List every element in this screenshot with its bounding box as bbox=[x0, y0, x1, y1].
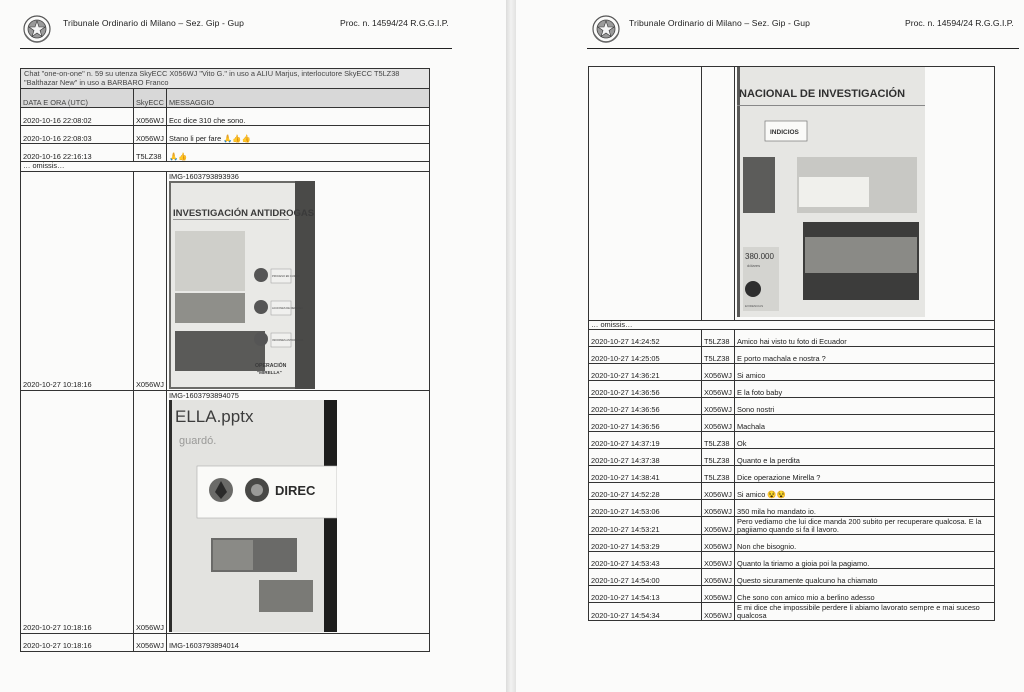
svg-text:PROCESO EN CURSO: PROCESO EN CURSO bbox=[272, 274, 300, 278]
row-message: Quanto e la perdita bbox=[735, 449, 995, 466]
row-sender: T5LZ38 bbox=[702, 449, 735, 466]
row-date: 2020-10-27 14:36:56 bbox=[589, 381, 702, 398]
table-row bbox=[589, 415, 995, 432]
page-right bbox=[516, 0, 1024, 692]
proceeding-number: Proc. n. 14594/24 R.G.G.I.P. bbox=[905, 18, 1014, 28]
row-date: 2020-10-27 14:24:52 bbox=[589, 330, 702, 347]
court-name: Tribunale Ordinario di Milano – Sez. Gip - Gup bbox=[629, 18, 811, 28]
book-gutter bbox=[506, 0, 516, 692]
row-date: 2020-10-27 14:54:13 bbox=[589, 586, 702, 603]
row-sender: T5LZ38 bbox=[702, 432, 735, 449]
table-row bbox=[21, 108, 430, 126]
image-filename: IMG-1603793893936 bbox=[169, 171, 239, 181]
row-sender: X056WJ bbox=[134, 126, 167, 144]
svg-text:"MIRELLA": "MIRELLA" bbox=[257, 369, 282, 375]
table-row bbox=[589, 330, 995, 347]
row-message: Questo sicuramente qualcuno ha chiamato bbox=[735, 569, 995, 586]
page-left bbox=[0, 0, 506, 692]
row-date: 2020-10-16 22:16:13 bbox=[21, 144, 134, 162]
svg-text:dólares: dólares bbox=[747, 263, 761, 268]
row-message: 🙏👍 bbox=[167, 144, 430, 162]
row-sender: X056WJ bbox=[702, 603, 735, 621]
evidence-photo-board bbox=[169, 181, 315, 389]
evidence-photo-board bbox=[737, 67, 925, 317]
row-date: 2020-10-27 14:53:06 bbox=[589, 500, 702, 517]
row-date: 2020-10-27 10:18:16 bbox=[21, 633, 134, 651]
table-row bbox=[589, 569, 995, 586]
row-date: 2020-10-27 14:36:56 bbox=[589, 415, 702, 432]
svg-text:EVIDENCIAS: EVIDENCIAS bbox=[745, 304, 764, 308]
table-row bbox=[589, 500, 995, 517]
row-message: Stano li per fare 🙏👍👍 bbox=[167, 126, 430, 144]
svg-text:DIREC: DIREC bbox=[275, 482, 316, 498]
row-date: 2020-10-27 14:53:29 bbox=[589, 535, 702, 552]
row-sender: X056WJ bbox=[702, 552, 735, 569]
column-header-skyecc: SkyECC bbox=[134, 89, 167, 108]
table-row bbox=[589, 552, 995, 569]
table-row bbox=[21, 144, 430, 162]
row-date: 2020-10-27 10:18:16 bbox=[21, 390, 134, 633]
row-date: 2020-10-27 14:37:19 bbox=[589, 432, 702, 449]
omissis-row: … omissis… bbox=[589, 321, 995, 330]
row-sender: X056WJ bbox=[702, 398, 735, 415]
row-date: 2020-10-27 14:54:00 bbox=[589, 569, 702, 586]
row-date: 2020-10-27 14:37:38 bbox=[589, 449, 702, 466]
table-row bbox=[589, 347, 995, 364]
row-sender: T5LZ38 bbox=[702, 466, 735, 483]
row-date: 2020-10-16 22:08:03 bbox=[21, 126, 134, 144]
svg-text:INDICIOS: INDICIOS bbox=[770, 129, 799, 136]
row-sender: X056WJ bbox=[134, 390, 167, 633]
row-message: Ecc dice 310 che sono. bbox=[167, 108, 430, 126]
republic-emblem-icon bbox=[22, 14, 52, 44]
row-date: 2020-10-27 14:25:05 bbox=[589, 347, 702, 364]
row-date: 2020-10-27 14:53:21 bbox=[589, 517, 702, 535]
row-message: Amico hai visto tu foto di Ecuador bbox=[735, 330, 995, 347]
proceeding-number: Proc. n. 14594/24 R.G.G.I.P. bbox=[340, 18, 449, 28]
chat-caption: Chat "one-on-one" n. 59 su utenza SkyECC X056WJ "Vito G." in uso a ALIU Marjus, interlocutore SkyECC T5LZ38 "Balthazar New" in uso a BARBARO Franco bbox=[21, 69, 430, 89]
evidence-photo-screen bbox=[169, 400, 337, 632]
column-header-message: MESSAGGIO bbox=[167, 89, 430, 108]
row-sender: T5LZ38 bbox=[702, 347, 735, 364]
table-row bbox=[589, 381, 995, 398]
row-sender: X056WJ bbox=[134, 108, 167, 126]
header-rule bbox=[587, 48, 1019, 49]
svg-text:guardó.: guardó. bbox=[179, 434, 217, 447]
table-row bbox=[589, 364, 995, 381]
row-message: E la foto baby bbox=[735, 381, 995, 398]
table-row bbox=[21, 633, 430, 651]
row-message: IMG-1603793894014 bbox=[167, 633, 430, 651]
photo-text-title: INVESTIGACIÓN ANTIDROGAS bbox=[173, 207, 315, 219]
photo-text-title: NACIONAL DE INVESTIGACIÓN bbox=[739, 88, 906, 100]
row-sender: X056WJ bbox=[702, 500, 735, 517]
row-sender: X056WJ bbox=[134, 171, 167, 390]
row-date: 2020-10-27 14:36:21 bbox=[589, 364, 702, 381]
table-row bbox=[589, 432, 995, 449]
row-date: 2020-10-27 14:36:56 bbox=[589, 398, 702, 415]
chat-table bbox=[588, 66, 995, 621]
row-date: 2020-10-27 10:18:16 bbox=[21, 171, 134, 390]
row-message: Ok bbox=[735, 432, 995, 449]
table-row bbox=[21, 390, 430, 633]
row-date: 2020-10-27 14:38:41 bbox=[589, 466, 702, 483]
column-header-date: DATA E ORA (UTC) bbox=[21, 89, 134, 108]
row-date: 2020-10-27 14:54:34 bbox=[589, 603, 702, 621]
table-row bbox=[21, 126, 430, 144]
table-row bbox=[589, 67, 995, 321]
row-sender: X056WJ bbox=[702, 381, 735, 398]
table-row bbox=[589, 398, 995, 415]
image-filename: IMG-1603793894075 bbox=[169, 390, 239, 400]
row-message: E porto machala e nostra ? bbox=[735, 347, 995, 364]
row-message: 350 mila ho mandato io. bbox=[735, 500, 995, 517]
row-message: Si amico bbox=[735, 364, 995, 381]
court-name: Tribunale Ordinario di Milano – Sez. Gip - Gup bbox=[63, 18, 245, 28]
header-rule bbox=[20, 48, 452, 49]
svg-text:OPERACIÓN: OPERACIÓN bbox=[255, 362, 287, 369]
svg-text:ACCIONES DE DEFENSA: ACCIONES DE DEFENSA bbox=[272, 306, 303, 310]
row-message: Sono nostri bbox=[735, 398, 995, 415]
table-row bbox=[589, 483, 995, 500]
row-sender: X056WJ bbox=[702, 586, 735, 603]
row-date: 2020-10-27 14:53:43 bbox=[589, 552, 702, 569]
row-sender: X056WJ bbox=[702, 535, 735, 552]
row-message: E mi dice che impossibile perdere li abiamo lavorato sempre e mai suceso qualcosa bbox=[735, 603, 995, 621]
row-message: Quanto la tiriamo a gioia poi la pagiamo. bbox=[735, 552, 995, 569]
table-row bbox=[21, 171, 430, 390]
row-sender: X056WJ bbox=[702, 415, 735, 432]
page-header bbox=[516, 10, 1024, 50]
omissis-row: … omissis… bbox=[21, 162, 430, 171]
table-row bbox=[589, 449, 995, 466]
row-sender: X056WJ bbox=[702, 364, 735, 381]
row-message: Pero vediamo che lui dice manda 200 subito per recuperare qualcosa. E la pagiiamo quando si fa il lavoro. bbox=[735, 517, 995, 535]
photo-text-filename: ELLA.pptx bbox=[175, 406, 254, 426]
page-header bbox=[0, 10, 506, 50]
svg-text:380.000: 380.000 bbox=[745, 252, 774, 261]
row-date: 2020-10-27 14:52:28 bbox=[589, 483, 702, 500]
table-row bbox=[589, 535, 995, 552]
row-message: Che sono con amico mio a berlino adesso bbox=[735, 586, 995, 603]
row-message: Non che bisognio. bbox=[735, 535, 995, 552]
republic-emblem-icon bbox=[591, 14, 621, 44]
row-sender: X056WJ bbox=[134, 633, 167, 651]
row-sender: T5LZ38 bbox=[702, 330, 735, 347]
row-sender: X056WJ bbox=[702, 569, 735, 586]
svg-text:INFORMES ANTIDROGAS: INFORMES ANTIDROGAS bbox=[272, 338, 304, 342]
row-date: 2020-10-16 22:08:02 bbox=[21, 108, 134, 126]
row-sender: X056WJ bbox=[702, 517, 735, 535]
table-row bbox=[589, 517, 995, 535]
row-message: Dice operazione Mirella ? bbox=[735, 466, 995, 483]
row-message: Machala bbox=[735, 415, 995, 432]
message-rows bbox=[589, 330, 995, 621]
chat-table bbox=[20, 68, 430, 652]
row-sender: X056WJ bbox=[702, 483, 735, 500]
table-row bbox=[589, 466, 995, 483]
row-message: Si amico 😵😵 bbox=[735, 483, 995, 500]
table-row bbox=[589, 603, 995, 621]
row-sender: T5LZ38 bbox=[134, 144, 167, 162]
table-row bbox=[589, 586, 995, 603]
